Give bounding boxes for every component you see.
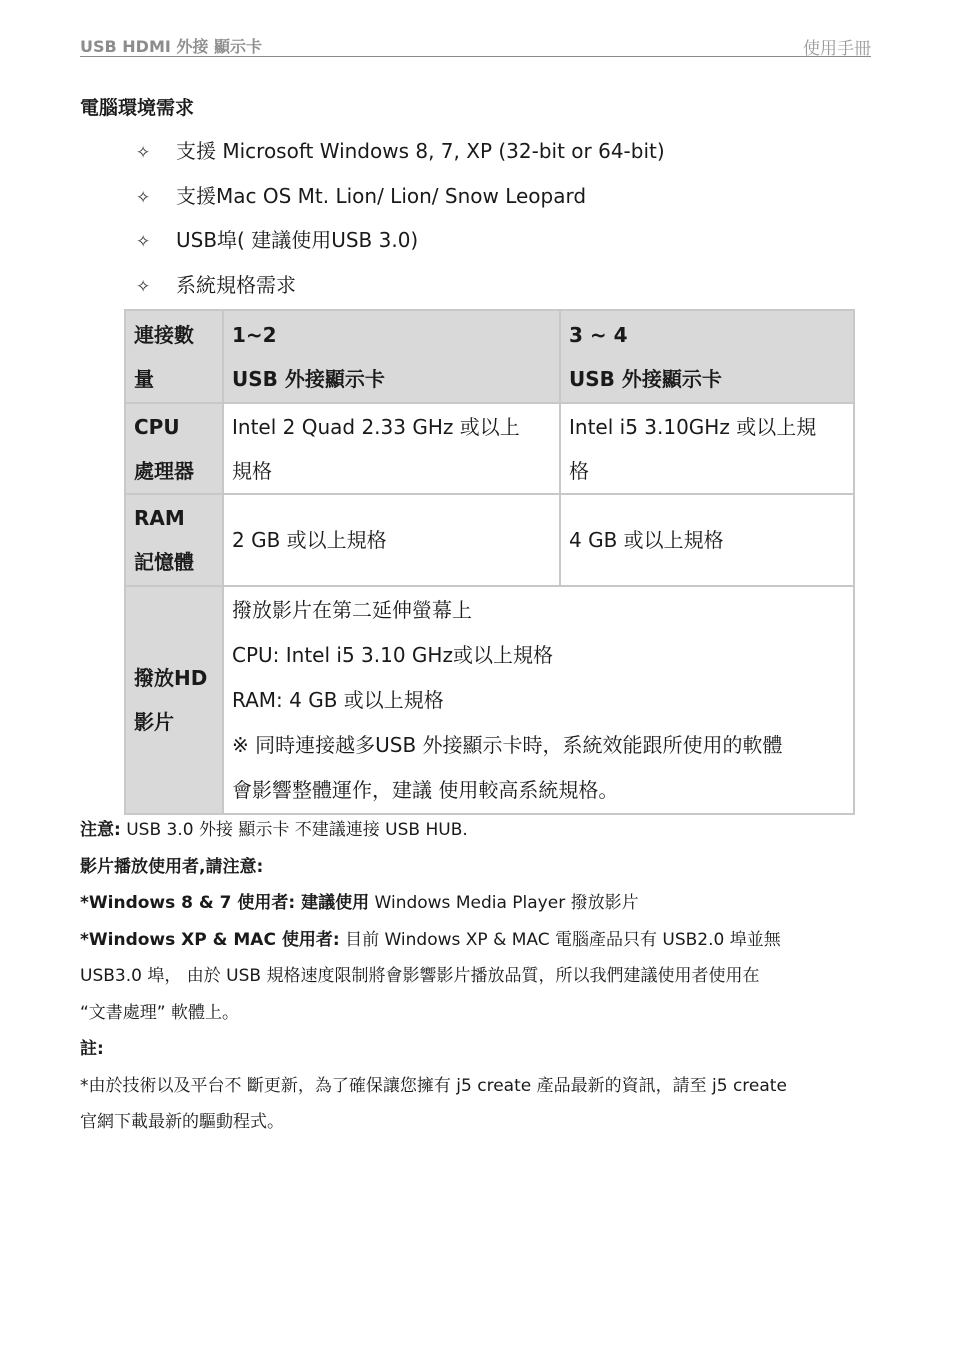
table-row — [125, 586, 854, 814]
header-connection-count: 連接數 量 — [125, 310, 223, 403]
list-item — [136, 221, 665, 266]
header-3-4-adapters: 3 ~ 4 USB 外接顯示卡 — [560, 310, 854, 403]
windows-xp-mac-note: *Windows XP & MAC 使用者: 目前 Windows XP & MAC 電腦產品只有 USB2.0 埠並無 — [80, 929, 781, 950]
system-spec-table — [124, 309, 855, 815]
header-1-2-adapters: 1~2 USB 外接顯示卡 — [223, 310, 560, 403]
list-item — [136, 132, 665, 177]
cpu-1-2-value: Intel 2 Quad 2.33 GHz 或以上 規格 — [223, 403, 560, 494]
section-title: 電腦環境需求 — [80, 97, 195, 119]
four-pointed-star-icon: ✧ — [136, 143, 151, 163]
table-row — [125, 494, 854, 586]
four-pointed-star-icon: ✧ — [136, 187, 151, 208]
page-header — [80, 34, 871, 57]
row-label-hd-video: 撥放HD 影片 — [125, 586, 223, 814]
video-playback-title: 影片播放使用者,請注意: — [80, 856, 264, 877]
ram-3-4-value: 4 GB 或以上規格 — [560, 494, 854, 586]
windows-xp-mac-note-line2: USB3.0 埠， 由於 USB 規格速度限制將會影響影片播放品質，所以我們建議使用者使用在 — [80, 966, 760, 986]
list-item — [136, 177, 665, 222]
four-pointed-star-icon: ✧ — [136, 232, 151, 252]
usb-hub-note: 注意: USB 3.0 外接 顯示卡 不建議連接 USB HUB. — [80, 820, 468, 840]
cpu-3-4-value: Intel i5 3.10GHz 或以上規 格 — [560, 403, 854, 494]
requirement-text: 系統規格需求 — [176, 272, 296, 297]
hd-video-requirements: 撥放影片在第二延伸螢幕上 CPU: Intel i5 3.10 GHz或以上規格 RAM: 4 GB 或以上規格 ※ 同時連接越多USB 外接顯示卡時，系統效能跟所使用的軟體 會影響整體運作，建議 使用較高系統規格。 — [223, 586, 854, 814]
requirement-text: 支援 Microsoft Windows 8, 7, XP (32-bit or 64-bit) — [176, 139, 665, 163]
windows-8-7-note: *Windows 8 & 7 使用者: 建議使用 Windows Media Player 撥放影片 — [80, 893, 639, 913]
driver-update-note-line2: 官網下載最新的驅動程式。 — [80, 1112, 284, 1132]
four-pointed-star-icon: ✧ — [136, 276, 151, 297]
ram-1-2-value: 2 GB 或以上規格 — [223, 494, 560, 586]
requirement-text: 支援Mac OS Mt. Lion/ Lion/ Snow Leopard — [176, 183, 587, 208]
row-label-ram: RAM 記憶體 — [125, 494, 223, 586]
header-manual-label: 使用手冊 — [803, 39, 871, 59]
requirement-text: USB埠( 建議使用USB 3.0) — [176, 228, 419, 252]
list-item — [136, 266, 665, 311]
header-title: USB HDMI 外接 顯示卡 — [80, 37, 262, 56]
requirements-list — [136, 132, 665, 310]
windows-xp-mac-note-line3: “文書處理” 軟體上。 — [80, 1002, 240, 1023]
driver-update-note: *由於技術以及平台不 斷更新，為了確保讓您擁有 j5 create 產品最新的資訊，請至 j5 create — [80, 1075, 787, 1096]
table-row — [125, 403, 854, 494]
remark-label: 註: — [80, 1039, 104, 1059]
row-label-cpu: CPU 處理器 — [125, 403, 223, 494]
table-header-row — [125, 310, 854, 403]
notes-section — [80, 812, 870, 1141]
